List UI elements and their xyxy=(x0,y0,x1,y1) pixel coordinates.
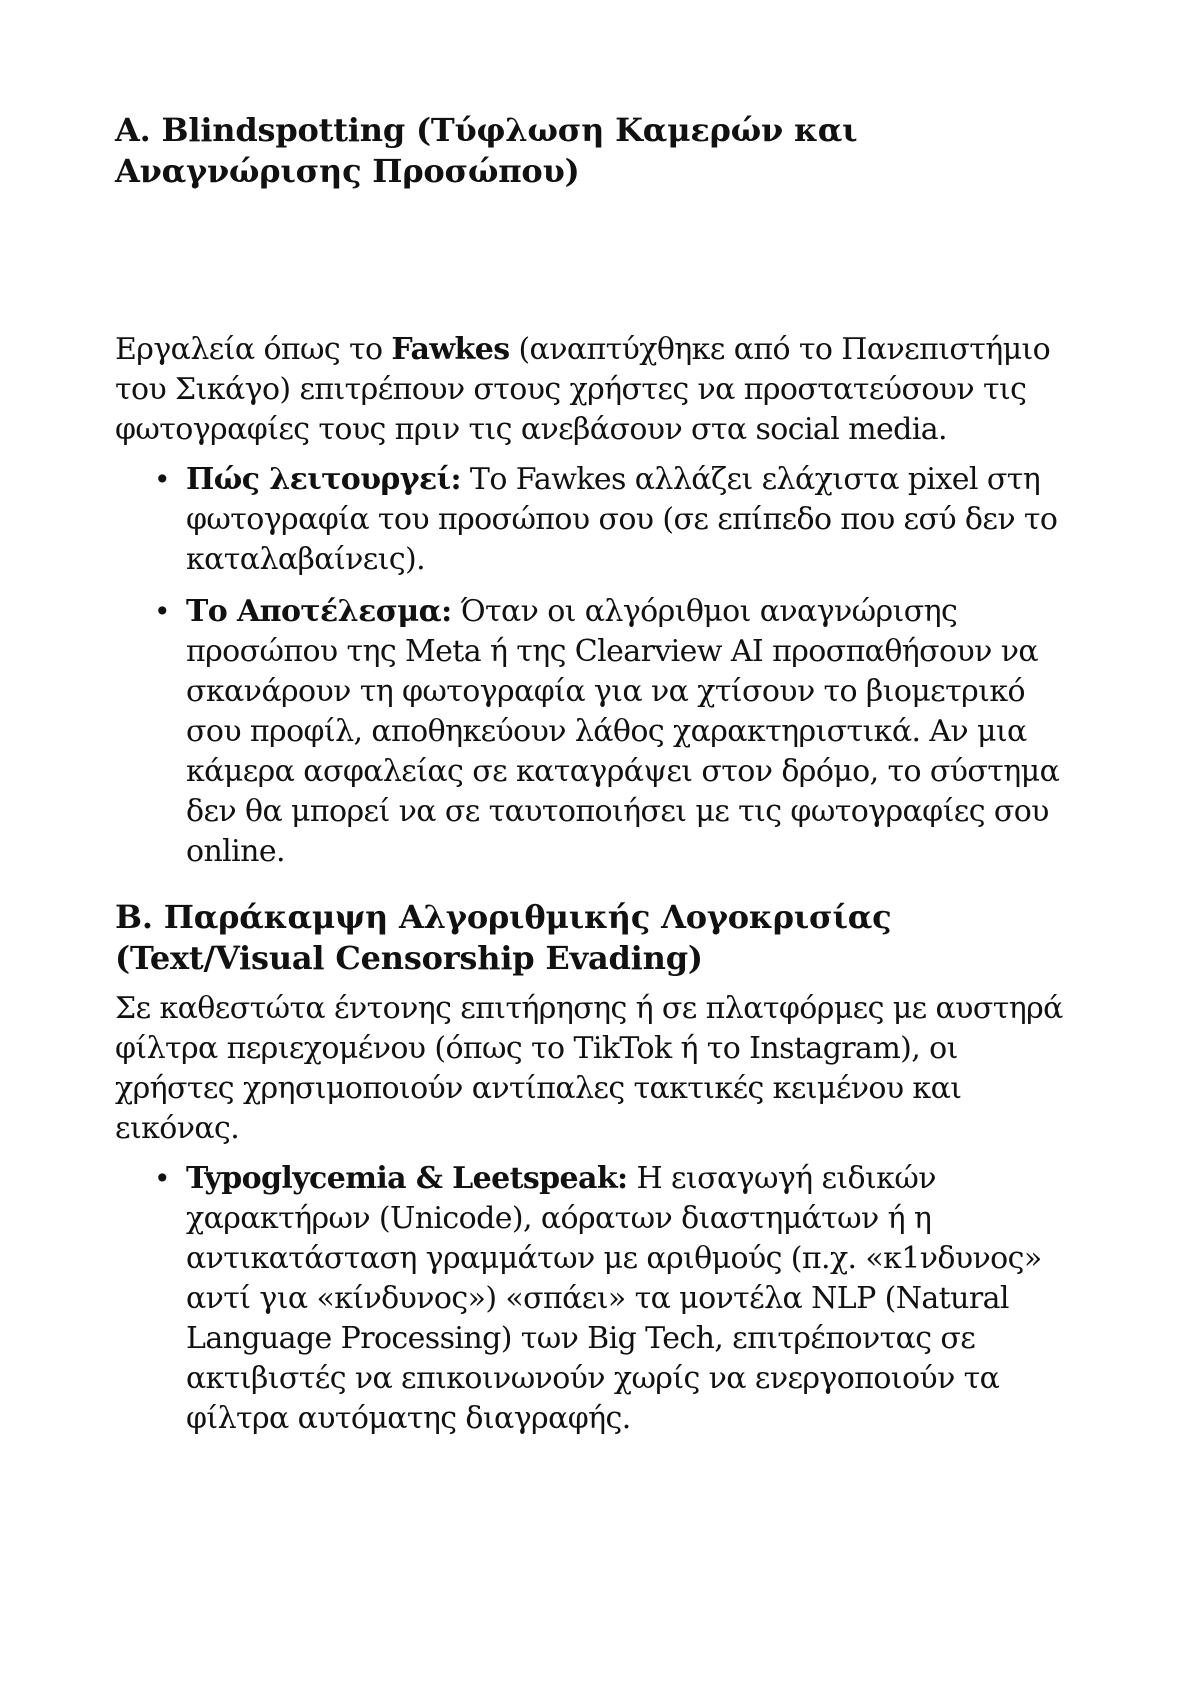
document-page xyxy=(115,110,1075,1451)
bullet-icon: • xyxy=(154,1162,170,1195)
bullet-text: Η εισαγωγή ειδικών χαρακτήρων (Unicode), αόρατων διαστημάτων ή η αντικατάσταση γραμμάτων με αριθμούς (π.χ. «κ1νδυνος» αντί για «κίνδυνος») «σπάει» τα μοντέλα NLP (Natural Language Processing) των Big Tech, επιτρέποντας σε ακτιβιστές να επικοινωνούν χωρίς να ενεργοποιούν τα φίλτρα αυτόματης διαγραφής. xyxy=(186,1161,1042,1436)
bullet-label: Πώς λειτουργεί: xyxy=(186,462,461,497)
bullet-label: Το Αποτέλεσμα: xyxy=(186,594,452,629)
bullet-text: Όταν οι αλγόριθμοι αναγνώρισης προσώπου της Meta ή της Clearview AI προσπαθήσουν να σκανάρουν τη φωτογραφία για να χτίσουν το βιομετρικό σου προφίλ, αποθηκεύουν λάθος χαρακτηριστικά. Αν μια κάμερα ασφαλείας σε καταγράψει στον δρόμο, το σύστημα δεν θα μπορεί να σε ταυτοποιήσει με τις φωτογραφίες σου online. xyxy=(186,594,1060,869)
bullet-label: Typoglycemia & Leetspeak: xyxy=(186,1161,628,1196)
list-item xyxy=(115,592,1075,872)
section-a-intro xyxy=(115,330,1075,450)
section-a-intro-after: (αναπτύχθηκε από το Πανεπιστήμιο του Σικάγο) επιτρέπουν στους χρήστες να προστατεύσουν τις φωτογραφίες τους πριν τις ανεβάσουν στα social media. xyxy=(115,332,1051,447)
section-b-heading: B. Παράκαμψη Αλγοριθμικής Λογοκρισίας (Text/Visual Censorship Evading) xyxy=(115,898,892,977)
section-a-bullet-list xyxy=(115,460,1075,872)
section-b-intro: Σε καθεστώτα έντονης επιτήρησης ή σε πλατφόρμες με αυστηρά φίλτρα περιεχομένου (όπως το TikTok ή το Instagram), οι χρήστες χρησιμοποιούν αντίπαλες τακτικές κειμένου και εικόνας. xyxy=(115,991,1063,1146)
section-a-intro-bold: Fawkes xyxy=(391,332,510,367)
section-b-bullet-list xyxy=(115,1159,1075,1439)
bullet-icon: • xyxy=(154,595,170,628)
bullet-text: Το Fawkes αλλάζει ελάχιστα pixel στη φωτογραφία του προσώπου σου (σε επίπεδο που εσύ δεν το καταλαβαίνεις). xyxy=(186,462,1058,577)
section-a-heading: A. Blindspotting (Τύφλωση Καμερών και Αναγνώρισης Προσώπου) xyxy=(115,111,858,190)
bullet-icon: • xyxy=(154,463,170,496)
list-item xyxy=(115,1159,1075,1439)
list-item xyxy=(115,460,1075,580)
section-a-intro-before: Εργαλεία όπως το xyxy=(115,332,392,367)
